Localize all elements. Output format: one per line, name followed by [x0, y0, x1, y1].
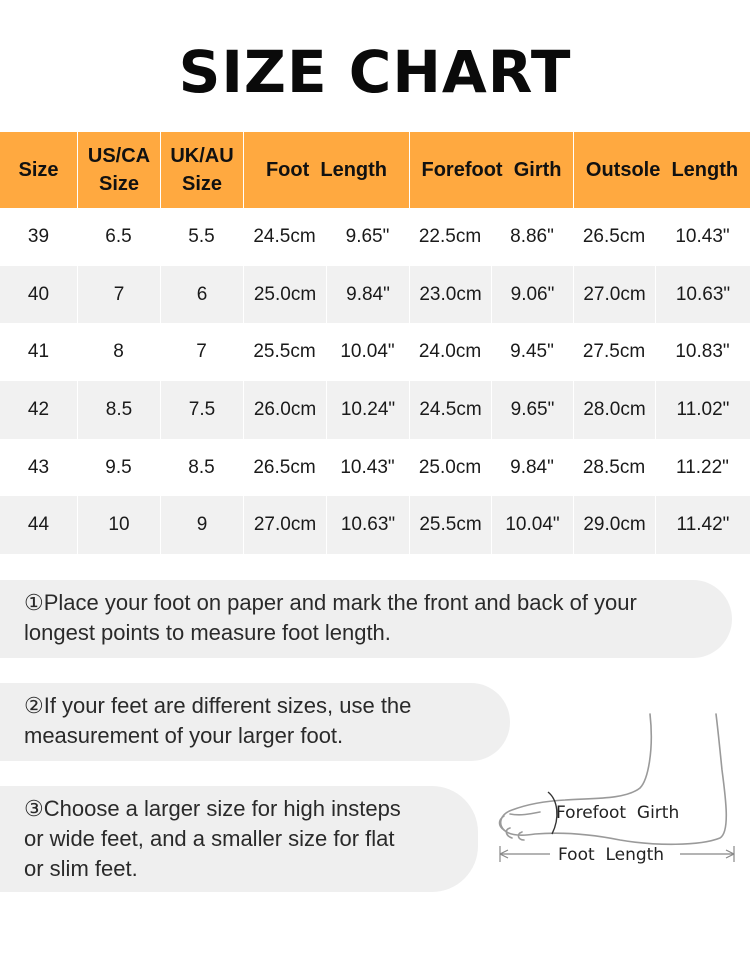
foot-measurement-diagram — [490, 700, 750, 890]
table-row — [0, 496, 750, 554]
table-cell: 9.84" — [326, 266, 409, 324]
table-cell: 8.86" — [510, 225, 554, 247]
table-cell: 26.0cm — [243, 381, 326, 439]
table-cell: 11.02" — [655, 381, 750, 439]
table-cell: 10.83" — [675, 341, 730, 363]
table-row — [0, 323, 750, 381]
note-3-line-2: or wide feet, and a smaller size for flat — [24, 826, 395, 851]
table-cell: 41 — [27, 341, 50, 363]
header-us-ca-size: US/CA Size — [77, 132, 160, 208]
table-cell: 9 — [160, 496, 243, 554]
note-2 — [0, 683, 510, 761]
header-forefoot-girth: Forefoot Girth — [409, 132, 573, 208]
table-cell: 9.84" — [510, 456, 554, 478]
note-3 — [0, 786, 478, 892]
note-3-line-1: ③Choose a larger size for high insteps — [24, 796, 401, 821]
table-cell: 9.5 — [105, 456, 132, 478]
note-3-line-3: or slim feet. — [24, 856, 138, 881]
table-cell: 6 — [160, 266, 243, 324]
table-cell: 25.0cm — [418, 456, 482, 478]
table-cell: 22.5cm — [418, 225, 482, 247]
table-cell: 7 — [77, 266, 160, 324]
table-cell: 25.5cm — [409, 496, 491, 554]
table-row — [0, 439, 750, 497]
note-2-line-1: ②If your feet are different sizes, use the — [24, 693, 412, 718]
table-cell: 10.04" — [491, 496, 573, 554]
table-cell: 10.63" — [655, 266, 750, 324]
table-cell: 25.5cm — [253, 341, 316, 363]
table-cell: 6.5 — [105, 225, 132, 247]
header-size: Size — [18, 159, 59, 181]
table-cell: 9.65" — [491, 381, 573, 439]
header-outsole-length: Outsole Length — [573, 132, 750, 208]
table-cell: 24.5cm — [409, 381, 491, 439]
table-cell: 26.5cm — [253, 456, 316, 478]
table-cell: 29.0cm — [573, 496, 655, 554]
note-1-line-1: ①Place your foot on paper and mark the front and back of your — [24, 590, 637, 615]
length-label: Foot Length — [558, 845, 665, 865]
table-cell: 25.0cm — [243, 266, 326, 324]
table-cell: 10 — [77, 496, 160, 554]
table-cell: 44 — [27, 514, 50, 536]
header-foot-length: Foot Length — [243, 132, 409, 208]
table-cell: 7 — [196, 341, 207, 363]
table-cell: 8.5 — [188, 456, 215, 478]
table-cell: 24.0cm — [418, 341, 482, 363]
table-cell: 9.45" — [510, 341, 554, 363]
table-cell: 43 — [27, 456, 50, 478]
note-1 — [0, 580, 732, 658]
table-row — [0, 381, 750, 439]
table-header — [0, 132, 750, 208]
foot-outline-icon — [500, 714, 727, 844]
size-table — [0, 132, 750, 554]
table-cell: 42 — [27, 398, 50, 420]
table-cell: 26.5cm — [582, 225, 646, 247]
table-row — [0, 266, 750, 324]
table-cell: 5.5 — [188, 225, 215, 247]
table-cell: 27.0cm — [573, 266, 655, 324]
header-uk-au-size: UK/AU Size — [160, 132, 243, 208]
table-cell: 27.0cm — [243, 496, 326, 554]
table-cell: 27.5cm — [582, 341, 646, 363]
table-cell: 8 — [113, 341, 124, 363]
table-cell: 10.63" — [326, 496, 409, 554]
table-cell: 11.22" — [676, 456, 729, 478]
table-cell: 40 — [27, 283, 50, 305]
table-cell: 7.5 — [160, 381, 243, 439]
table-cell: 10.04" — [340, 341, 395, 363]
table-cell: 10.24" — [326, 381, 409, 439]
table-row — [0, 208, 750, 266]
table-cell: 39 — [27, 225, 50, 247]
table-cell: 24.5cm — [253, 225, 316, 247]
table-cell: 28.0cm — [573, 381, 655, 439]
page-title: SIZE CHART — [178, 38, 572, 106]
table-cell: 10.43" — [340, 456, 395, 478]
note-2-line-2: measurement of your larger foot. — [24, 723, 344, 748]
table-cell: 9.06" — [491, 266, 573, 324]
table-cell: 8.5 — [77, 381, 160, 439]
table-cell: 9.65" — [345, 225, 390, 247]
table-cell: 11.42" — [655, 496, 750, 554]
girth-label: Forefoot Girth — [556, 803, 680, 823]
note-1-line-2: longest points to measure foot length. — [24, 620, 391, 645]
table-cell: 28.5cm — [582, 456, 646, 478]
table-cell: 23.0cm — [409, 266, 491, 324]
table-cell: 10.43" — [675, 225, 730, 247]
table-body — [0, 208, 750, 554]
